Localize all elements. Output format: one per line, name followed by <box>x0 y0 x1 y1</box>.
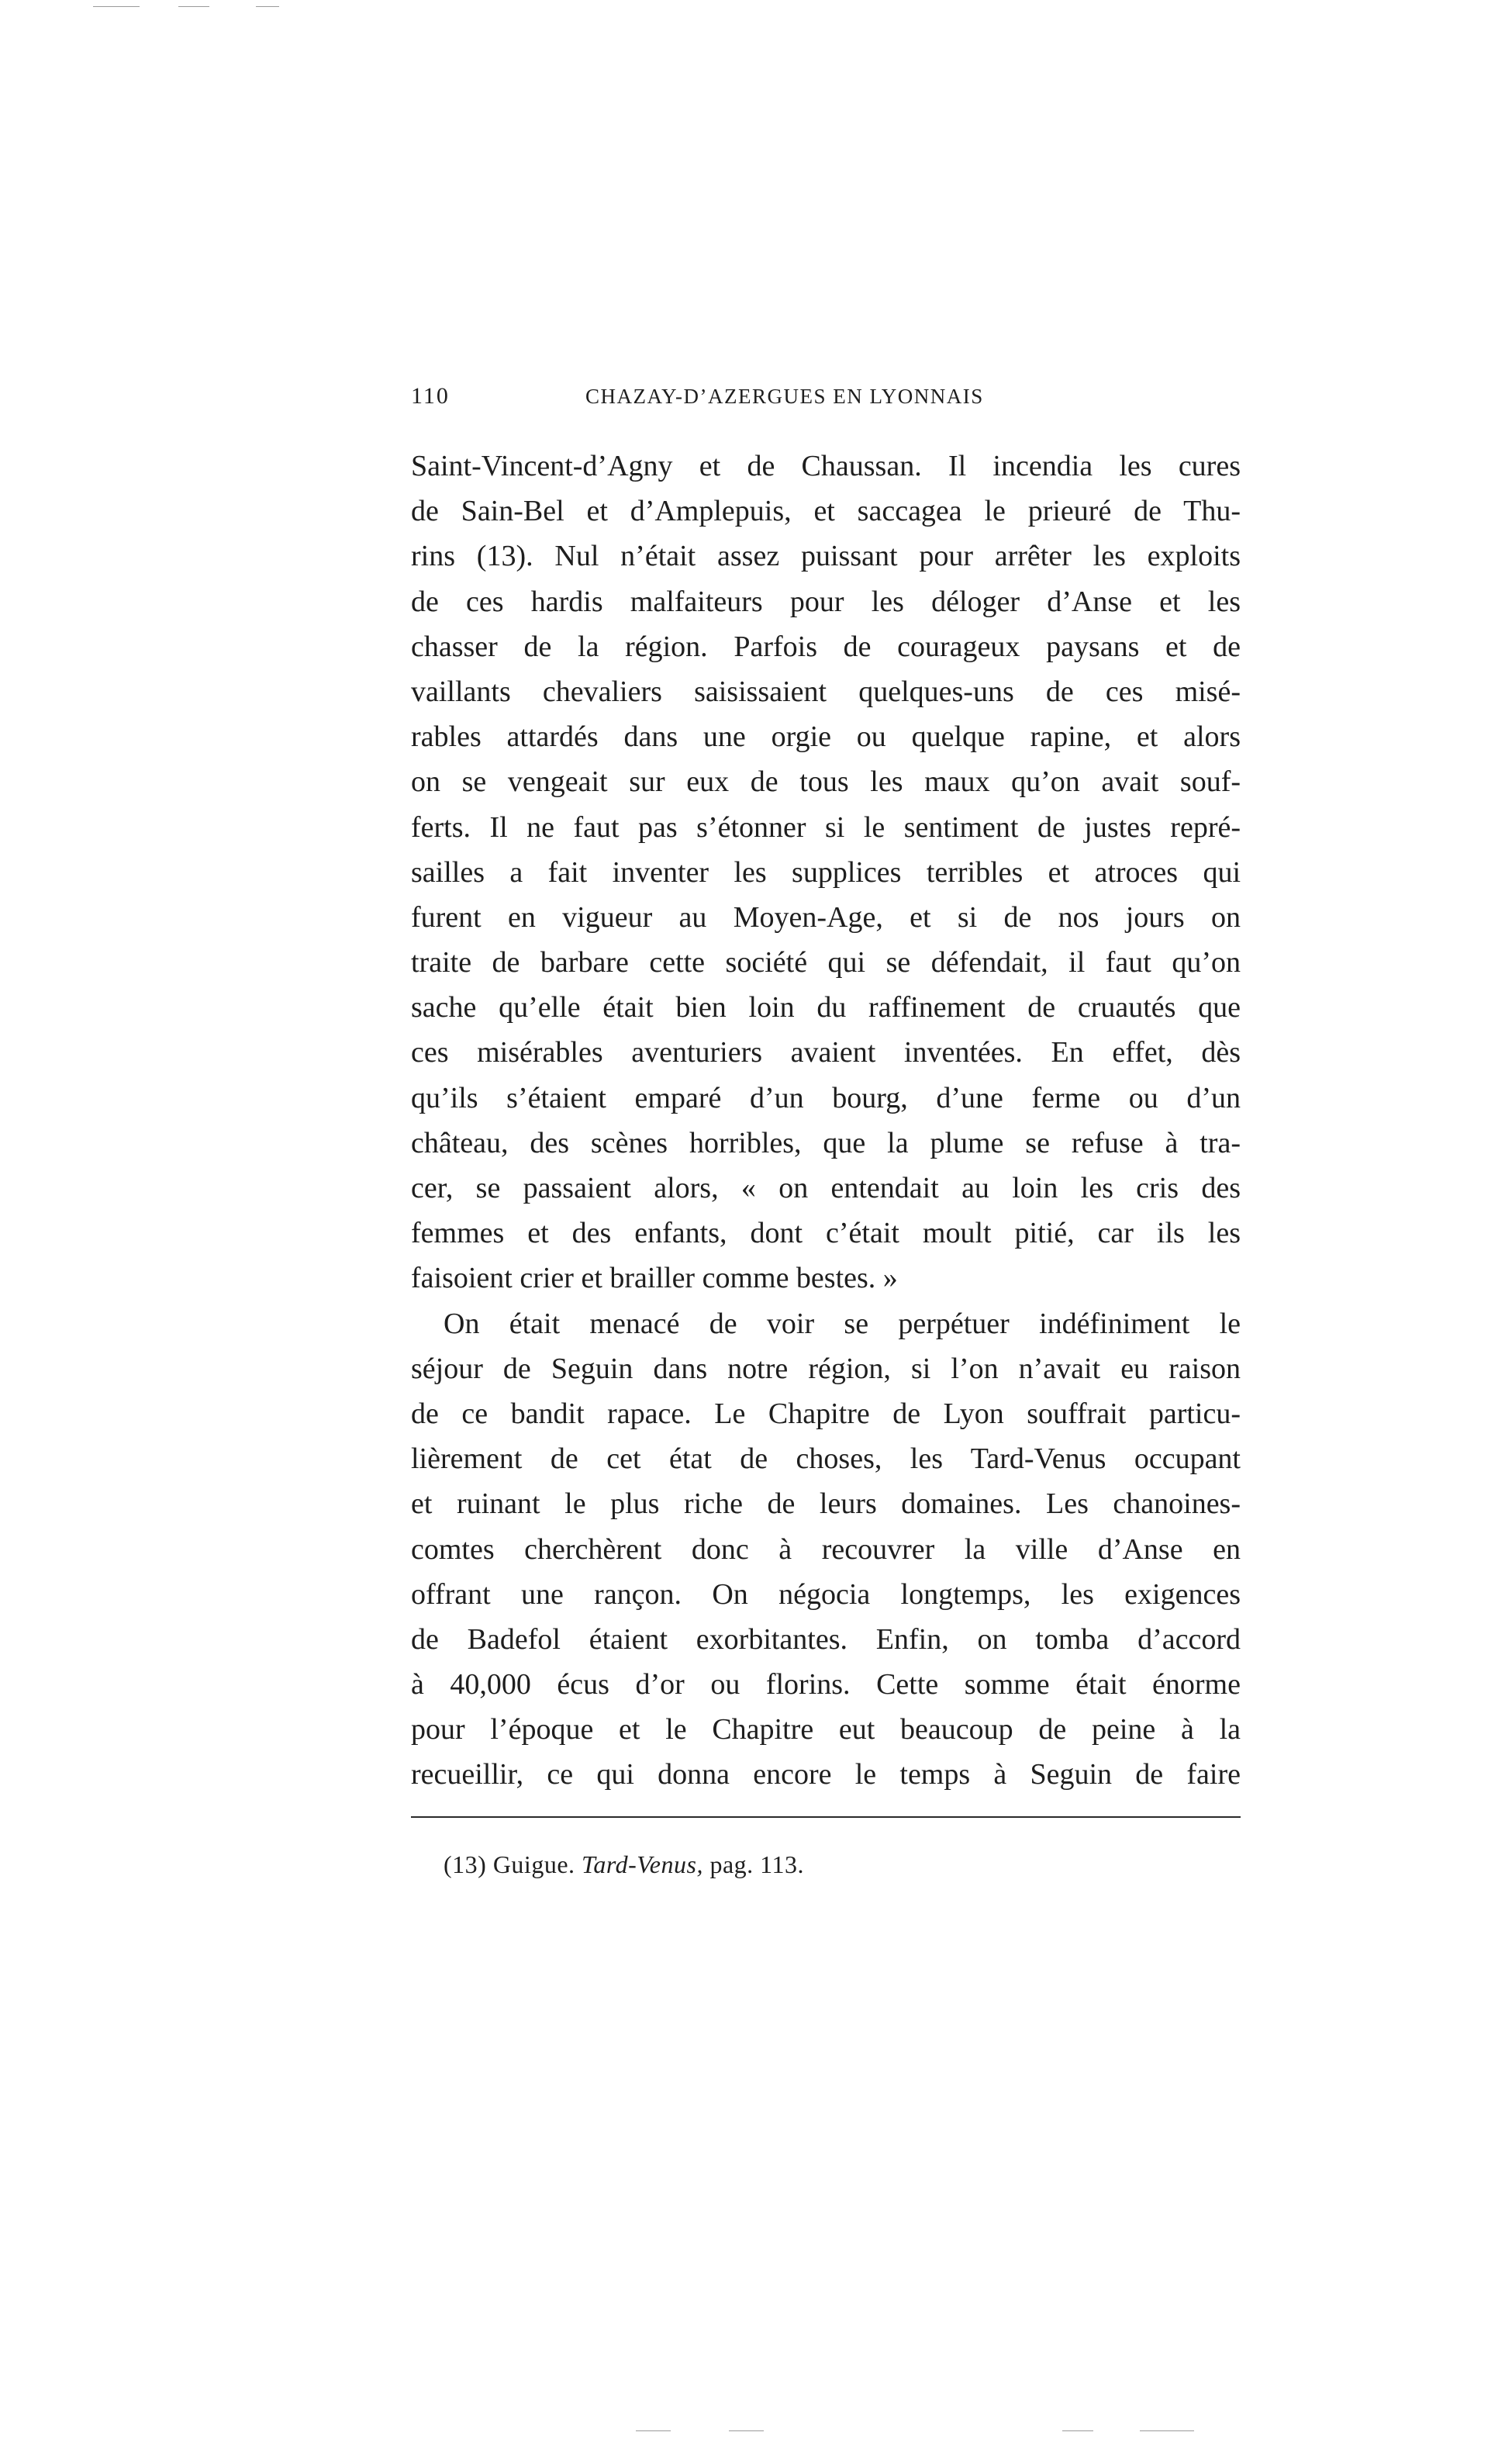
scan-mark-top-left-2 <box>178 6 209 7</box>
running-title: CHAZAY-D’AZERGUES EN LYONNAIS <box>585 385 984 408</box>
text-line: qu’ils s’étaient emparé d’un bourg, d’une ferme ou d’un <box>411 1081 1241 1114</box>
text-line: comtes cherchèrent donc à recouvrer la ville d’Anse en <box>411 1532 1241 1566</box>
text-line: de ce bandit rapace. Le Chapitre de Lyon souffrait particu- <box>411 1397 1241 1430</box>
text-line: lièrement de cet état de choses, les Tard-Venus occupant <box>411 1442 1241 1476</box>
text-line: sache qu’elle était bien loin du raffinement de cruautés que <box>411 991 1241 1024</box>
footnote-pages: pag. 113. <box>709 1850 804 1878</box>
text-line: traite de barbare cette société qui se défendait, il faut qu’on <box>411 946 1241 979</box>
footnote <box>444 1850 804 1879</box>
text-line-paragraph-start: On était menacé de voir se perpétuer indéfiniment le <box>444 1307 1241 1340</box>
text-line: rables attardés dans une orgie ou quelque rapine, et alors <box>411 720 1241 754</box>
text-line: de Badefol étaient exorbitantes. Enfin, on tomba d’accord <box>411 1622 1241 1656</box>
running-head <box>411 383 1241 417</box>
text-line: ferts. Il ne faut pas s’étonner si le sentiment de justes repré- <box>411 810 1241 844</box>
text-line: furent en vigueur au Moyen-Age, et si de nos jours on <box>411 900 1241 934</box>
text-line: cer, se passaient alors, « on entendait au loin les cris des <box>411 1172 1241 1204</box>
body-text <box>411 444 1241 1798</box>
text-line: château, des scènes horribles, que la plume se refuse à tra- <box>411 1126 1241 1159</box>
text-line-paragraph-end: faisoient crier et brailler comme bestes. » <box>411 1262 898 1295</box>
footnote-author: Guigue. <box>492 1850 575 1878</box>
scan-mark-bottom-3 <box>1062 2430 1093 2431</box>
text-line: pour l’époque et le Chapitre eut beaucoup de peine à la <box>411 1713 1241 1746</box>
text-line: à 40,000 écus d’or ou florins. Cette somme était énorme <box>411 1668 1241 1701</box>
text-line: vaillants chevaliers saisissaient quelques-uns de ces misé- <box>411 675 1241 708</box>
text-line: on se vengeait sur eux de tous les maux qu’on avait souf- <box>411 765 1241 799</box>
text-line: rins (13). Nul n’était assez puissant pour arrêter les exploits <box>411 540 1241 573</box>
text-line: offrant une rançon. On négocia longtemps, les exigences <box>411 1577 1241 1611</box>
text-line: femmes et des enfants, dont c’était moult pitié, car ils les <box>411 1217 1241 1250</box>
footnote-marker: (13) <box>444 1850 487 1878</box>
text-line: ces misérables aventuriers avaient inventées. En effet, dès <box>411 1036 1241 1069</box>
scan-mark-bottom-2 <box>729 2430 764 2431</box>
text-line: séjour de Seguin dans notre région, si l’on n’avait eu raison <box>411 1352 1241 1385</box>
text-line: Saint-Vincent-d’Agny et de Chaussan. Il incendia les cures <box>411 450 1241 482</box>
text-line: chasser de la région. Parfois de courageux paysans et de <box>411 630 1241 663</box>
page-number: 110 <box>411 383 450 409</box>
scan-mark-top-left <box>93 6 140 7</box>
text-line: sailles a fait inventer les supplices terribles et atroces qui <box>411 855 1241 889</box>
scan-mark-top-left-3 <box>256 6 279 7</box>
text-line: de ces hardis malfaiteurs pour les déloger d’Anse et les <box>411 585 1241 618</box>
text-line: et ruinant le plus riche de leurs domaines. Les chanoines- <box>411 1487 1241 1521</box>
scan-mark-bottom-4 <box>1140 2430 1194 2431</box>
scan-mark-bottom-1 <box>636 2430 671 2431</box>
text-line: recueillir, ce qui donna encore le temps à Seguin de faire <box>411 1758 1241 1791</box>
text-line: de Sain-Bel et d’Amplepuis, et saccagea le prieuré de Thu- <box>411 495 1241 528</box>
footnote-title: Tard-Venus, <box>582 1850 703 1878</box>
footnote-rule <box>411 1816 1241 1818</box>
